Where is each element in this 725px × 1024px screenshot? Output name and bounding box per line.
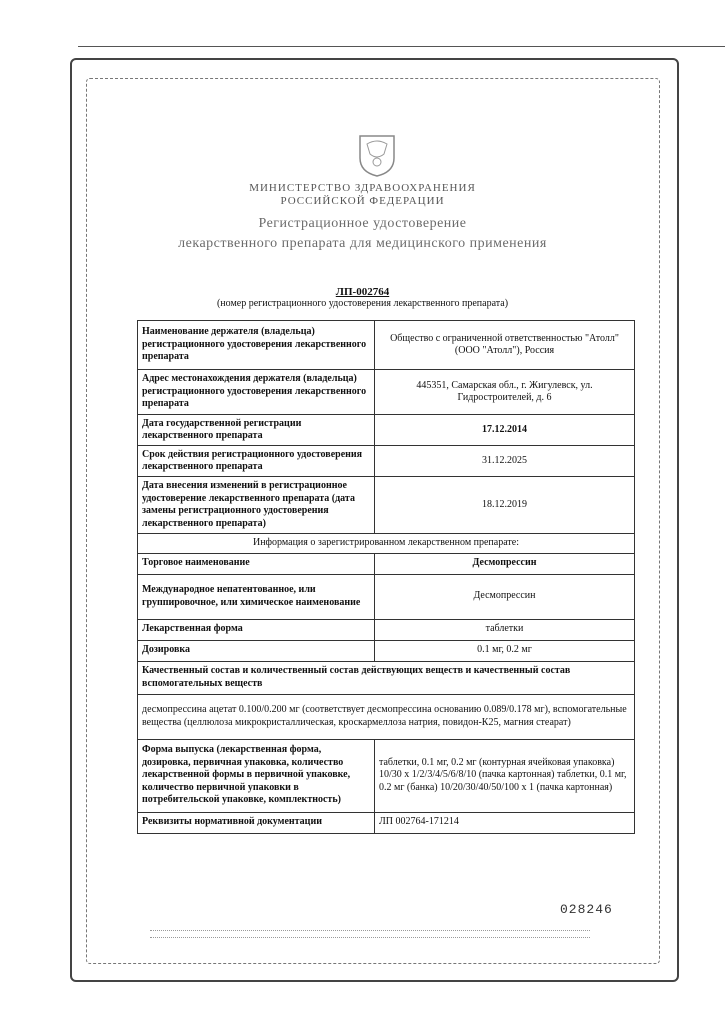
holder-name-value: Общество с ограниченной ответственностью "Атолл" (ООО "Атолл"), Россия: [375, 321, 635, 370]
table-row: [138, 534, 635, 554]
registration-number-caption: (номер регистрационного удостоверения лекарственного препарата): [216, 298, 509, 309]
composition-value: десмопрессина ацетат 0.100/0.200 мг (соответствует десмопрессина основанию 0.089/0.178 мг), вспомогательные вещества (целлюлоза микрокристаллическая, кроскармеллоза натрия, повидон-К25, магния стеарат): [138, 694, 635, 739]
registration-number: ЛП-002764: [335, 286, 390, 298]
inn-label: Международное непатентованное, или группировочное, или химическое наименование: [138, 574, 375, 619]
change-date-label: Дата внесения изменений в регистрационное удостоверение лекарственного препарата (дата замены регистрационного удостоверения лекарственного препарата): [138, 477, 375, 534]
holder-address-value: 445351, Самарская обл., г. Жигулевск, ул. Гидростроителей, д. 6: [375, 370, 635, 415]
change-date-value: 18.12.2019: [375, 477, 635, 534]
holder-address-label: Адрес местонахождения держателя (владельца) регистрационного удостоверения лекарственного препарата: [138, 370, 375, 415]
serial-number: 028246: [560, 902, 613, 917]
table-row: [138, 321, 635, 370]
inn-value: Десмопрессин: [375, 574, 635, 619]
certificate-title-line-2: лекарственного препарата для медицинского применения: [178, 236, 547, 251]
normative-docs-label: Реквизиты нормативной документации: [138, 812, 375, 833]
table-row: [138, 370, 635, 415]
table-row: [138, 477, 635, 534]
registration-date-label: Дата государственной регистрации лекарственного препарата: [138, 415, 375, 446]
table-row: [138, 694, 635, 739]
dosage-form-label: Лекарственная форма: [138, 619, 375, 640]
composition-label: Качественный состав и количественный состав действующих веществ и качественный состав вспомогательных веществ: [138, 661, 635, 694]
table-row: [138, 661, 635, 694]
trade-name-value: Десмопрессин: [375, 553, 635, 574]
table-row: [138, 553, 635, 574]
table-row: [138, 640, 635, 661]
trade-name-label: Торговое наименование: [138, 553, 375, 574]
table-row: [138, 739, 635, 812]
ministry-line-1: МИНИСТЕРСТВО ЗДРАВООХРАНЕНИЯ: [249, 182, 476, 194]
table-row: [138, 415, 635, 446]
ministry-line-2: РОССИЙСКОЙ ФЕДЕРАЦИИ: [280, 195, 445, 207]
certificate-title-line-1: Регистрационное удостоверение: [258, 216, 467, 231]
package-label: Форма выпуска (лекарственная форма, дозировка, первичная упаковка, количество лекарственной формы в первичной упаковке, количество первичной упаковки в потребительской упаковке, комплектность): [138, 739, 375, 812]
dose-value: 0.1 мг, 0.2 мг: [375, 640, 635, 661]
bottom-ornament: [150, 930, 590, 938]
table-row: [138, 812, 635, 833]
coat-of-arms-icon: [356, 132, 398, 178]
registration-table: [137, 320, 635, 834]
dose-label: Дозировка: [138, 640, 375, 661]
top-rule: [78, 46, 725, 47]
registration-date-value: 17.12.2014: [375, 415, 635, 446]
info-title: Информация о зарегистрированном лекарственном препарате:: [138, 534, 635, 554]
dosage-form-value: таблетки: [375, 619, 635, 640]
package-value: таблетки, 0.1 мг, 0.2 мг (контурная ячейковая упаковка) 10/30 x 1/2/3/4/5/6/8/10 (пачка картонная) таблетки, 0.1 мг, 0.2 мг (банка) 10/20/30/40/50/100 x 1 (пачка картонная): [375, 739, 635, 812]
table-row: [138, 574, 635, 619]
normative-docs-value: ЛП 002764-171214: [375, 812, 635, 833]
validity-value: 31.12.2025: [375, 446, 635, 477]
table-row: [138, 446, 635, 477]
validity-label: Срок действия регистрационного удостоверения лекарственного препарата: [138, 446, 375, 477]
table-row: [138, 619, 635, 640]
holder-name-label: Наименование держателя (владельца) регистрационного удостоверения лекарственного препарата: [138, 321, 375, 370]
